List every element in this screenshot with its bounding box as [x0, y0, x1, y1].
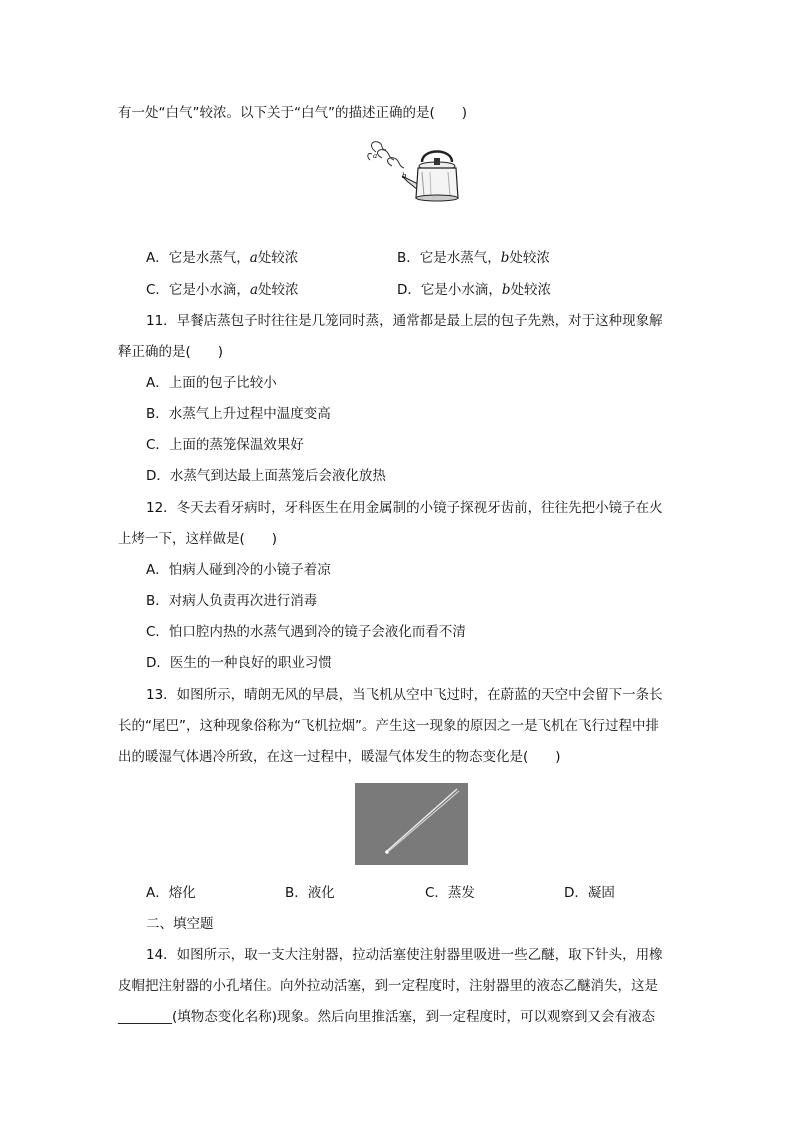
- q12-stem-line2: 上烤一下，这样做是( ): [118, 531, 278, 547]
- q11-option-a[interactable]: A．上面的包子比较小: [146, 375, 277, 391]
- q14-stem-line1: 14．如图所示，取一支大注射器，拉动活塞使注射器里吸进一些乙醚，取下针头，用橡: [146, 947, 663, 963]
- airplane-contrail-photo: [355, 783, 468, 865]
- q14-stem-line3[interactable]: ________(填物态变化名称)现象。然后向里推活塞，到一定程度时，可以观察到又会有液态: [118, 1009, 656, 1025]
- q10-option-b[interactable]: B．它是水蒸气，b处较浓: [397, 250, 550, 266]
- q13-option-c[interactable]: C．蒸发: [425, 885, 475, 901]
- kettle-figure: [362, 138, 462, 204]
- q11-option-b[interactable]: B．水蒸气上升过程中温度变高: [146, 406, 331, 422]
- q12-option-a[interactable]: A．怕病人碰到冷的小镜子着凉: [146, 562, 331, 578]
- q12-option-c[interactable]: C．怕口腔内热的水蒸气遇到冷的镜子会液化而看不清: [146, 624, 466, 640]
- q13-stem-line3: 出的暖湿气体遇冷所致，在这一过程中，暖湿气体发生的物态变化是( ): [118, 749, 561, 765]
- q10-option-c[interactable]: C．它是小水滴，a处较浓: [146, 282, 299, 298]
- q11-option-c[interactable]: C．上面的蒸笼保温效果好: [146, 437, 304, 453]
- q13-option-d[interactable]: D．凝固: [564, 885, 615, 901]
- label-b: b: [402, 172, 407, 180]
- q11-option-d[interactable]: D．水蒸气到达最上面蒸笼后会液化放热: [146, 468, 386, 484]
- q11-stem-line1: 11．早餐店蒸包子时往往是几笼同时蒸，通常都是最上层的包子先熟，对于这种现象解: [146, 313, 663, 329]
- q12-stem-line1: 12．冬天去看牙病时，牙科医生在用金属制的小镜子探视牙齿前，往往先把小镜子在火: [146, 500, 663, 516]
- q13-stem-line2: 长的“尾巴”，这种现象俗称为“飞机拉烟”。产生这一现象的原因之一是飞机在飞行过程中排: [118, 718, 659, 734]
- q10-option-d[interactable]: D．它是小水滴，b处较浓: [397, 282, 552, 298]
- label-a: a: [373, 152, 378, 160]
- q14-stem-line2: 皮帽把注射器的小孔堵住。向外拉动活塞，到一定程度时，注射器里的液态乙醚消失，这是: [118, 978, 658, 994]
- q13-option-a[interactable]: A．熔化: [146, 885, 196, 901]
- q12-option-b[interactable]: B．对病人负责再次进行消毒: [146, 593, 318, 609]
- q10-stem: 有一处“白气”较浓。以下关于“白气”的描述正确的是( ): [118, 105, 468, 121]
- q10-option-a[interactable]: A．它是水蒸气，a处较浓: [146, 250, 299, 266]
- q11-stem-line2: 释正确的是( ): [118, 344, 224, 360]
- section-title-fill-in: 二、填空题: [146, 916, 214, 932]
- q12-option-d[interactable]: D．医生的一种良好的职业习惯: [146, 655, 332, 671]
- q13-stem-line1: 13．如图所示，晴朗无风的早晨，当飞机从空中飞过时，在蔚蓝的天空中会留下一条长: [146, 687, 663, 703]
- q13-option-b[interactable]: B．液化: [285, 885, 335, 901]
